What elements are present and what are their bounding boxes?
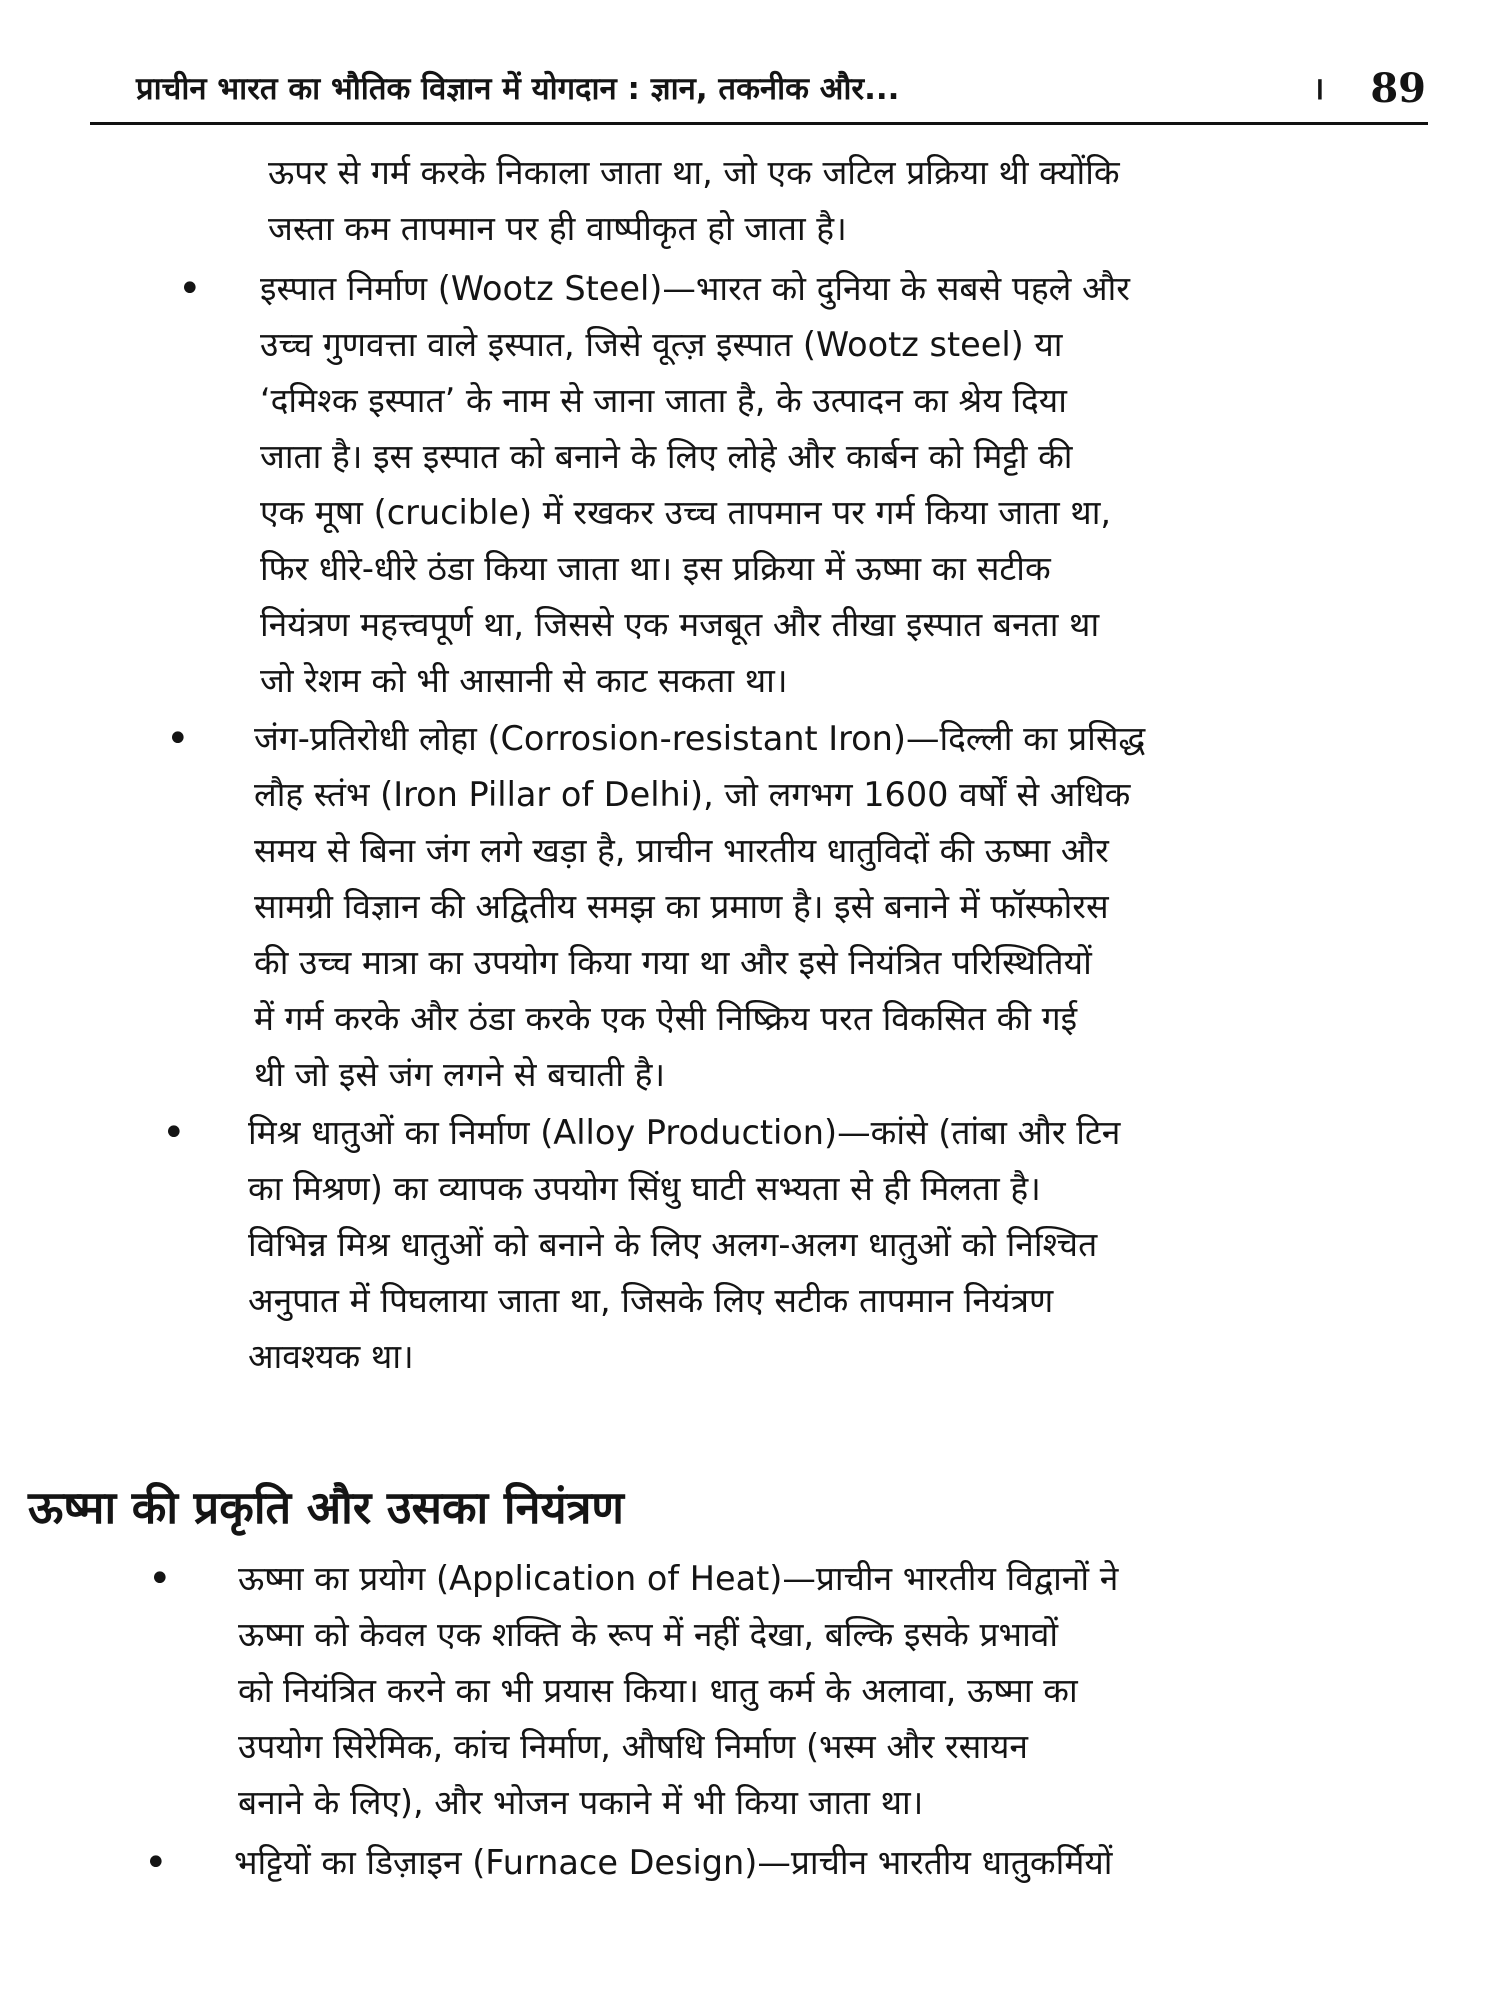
text-line: लौह स्तंभ (Iron Pillar of Delhi), जो लगभग 1600 वर्षों से अधिक (254, 775, 1131, 814)
text-line: जंग-प्रतिरोधी लोहा (Corrosion-resistant Iron)—दिल्ली का प्रसिद्ध (254, 719, 1146, 758)
text-line: थी जो इसे जंग लगने से बचाती है। (254, 1055, 666, 1094)
text-line: जस्ता कम तापमान पर ही वाष्पीकृत हो जाता है। (268, 209, 847, 248)
bullet-symbol: • (178, 266, 202, 312)
text-line: एक मूषा (crucible) में रखकर उच्च तापमान पर गर्म किया जाता था, (260, 493, 1112, 532)
running-header (136, 60, 1426, 116)
text-line: उपयोग सिरेमिक, कांच निर्माण, औषधि निर्माण (भस्म और रसायन (238, 1727, 1028, 1766)
header-rule (90, 122, 1428, 125)
text-line: समय से बिना जंग लगे खड़ा है, प्राचीन भारतीय धातुविदों की ऊष्मा और (254, 831, 1109, 870)
page-number: 89 (1370, 64, 1426, 112)
text-line: की उच्च मात्रा का उपयोग किया गया था और इसे नियंत्रित परिस्थितियों (254, 943, 1092, 982)
text-line: को नियंत्रित करने का भी प्रयास किया। धातु कर्म के अलावा, ऊष्मा का (238, 1671, 1078, 1710)
text-line: उच्च गुणवत्ता वाले इस्पात, जिसे वूत्ज़ इस्पात (Wootz steel) या (260, 325, 1063, 364)
header-separator: । (1312, 71, 1325, 107)
text-line: भट्टियों का डिज़ाइन (Furnace Design)—प्राचीन भारतीय धातुकर्मियों (234, 1843, 1113, 1882)
text-line: विभिन्न मिश्र धातुओं को बनाने के लिए अलग-अलग धातुओं को निश्चित (248, 1225, 1098, 1264)
bullet-symbol: • (162, 1110, 186, 1156)
bullet-symbol: • (166, 716, 190, 762)
text-line: ‘दमिश्क इस्पात’ के नाम से जाना जाता है, के उत्पादन का श्रेय दिया (260, 381, 1067, 420)
text-line: सामग्री विज्ञान की अद्वितीय समझ का प्रमाण है। इसे बनाने में फॉस्फोरस (254, 887, 1109, 926)
text-line: इस्पात निर्माण (Wootz Steel)—भारत को दुनिया के सबसे पहले और (260, 269, 1130, 308)
text-line: में गर्म करके और ठंडा करके एक ऐसी निष्क्रिय परत विकसित की गई (254, 999, 1078, 1038)
header-right (1313, 65, 1426, 112)
text-line: का मिश्रण) का व्यापक उपयोग सिंधु घाटी सभ्यता से ही मिलता है। (248, 1169, 1041, 1208)
text-line: फिर धीरे-धीरे ठंडा किया जाता था। इस प्रक्रिया में ऊष्मा का सटीक (260, 549, 1051, 588)
bullet-symbol: • (144, 1840, 168, 1886)
section-heading: ऊष्मा की प्रकृति और उसका नियंत्रण (28, 1481, 624, 1534)
text-line: ऊष्मा को केवल एक शक्ति के रूप में नहीं देखा, बल्कि इसके प्रभावों (238, 1615, 1059, 1654)
text-line: अनुपात में पिघलाया जाता था, जिसके लिए सटीक तापमान नियंत्रण (248, 1281, 1054, 1320)
text-line: बनाने के लिए), और भोजन पकाने में भी किया जाता था। (238, 1783, 924, 1822)
text-line: जाता है। इस इस्पात को बनाने के लिए लोहे और कार्बन को मिट्टी की (260, 437, 1073, 476)
text-line: जो रेशम को भी आसानी से काट सकता था। (260, 661, 788, 700)
bullet-symbol: • (148, 1556, 172, 1602)
text-line: आवश्यक था। (248, 1337, 414, 1376)
running-title: प्राचीन भारत का भौतिक विज्ञान में योगदान : ज्ञान, तकनीक और... (136, 71, 900, 107)
text-line: नियंत्रण महत्त्वपूर्ण था, जिससे एक मजबूत और तीखा इस्पात बनता था (260, 605, 1100, 644)
text-line: ऊष्मा का प्रयोग (Application of Heat)—प्राचीन भारतीय विद्वानों ने (238, 1559, 1119, 1598)
text-line: मिश्र धातुओं का निर्माण (Alloy Production)—कांसे (तांबा और टिन (248, 1113, 1121, 1152)
text-line: ऊपर से गर्म करके निकाला जाता था, जो एक जटिल प्रक्रिया थी क्योंकि (268, 153, 1120, 192)
